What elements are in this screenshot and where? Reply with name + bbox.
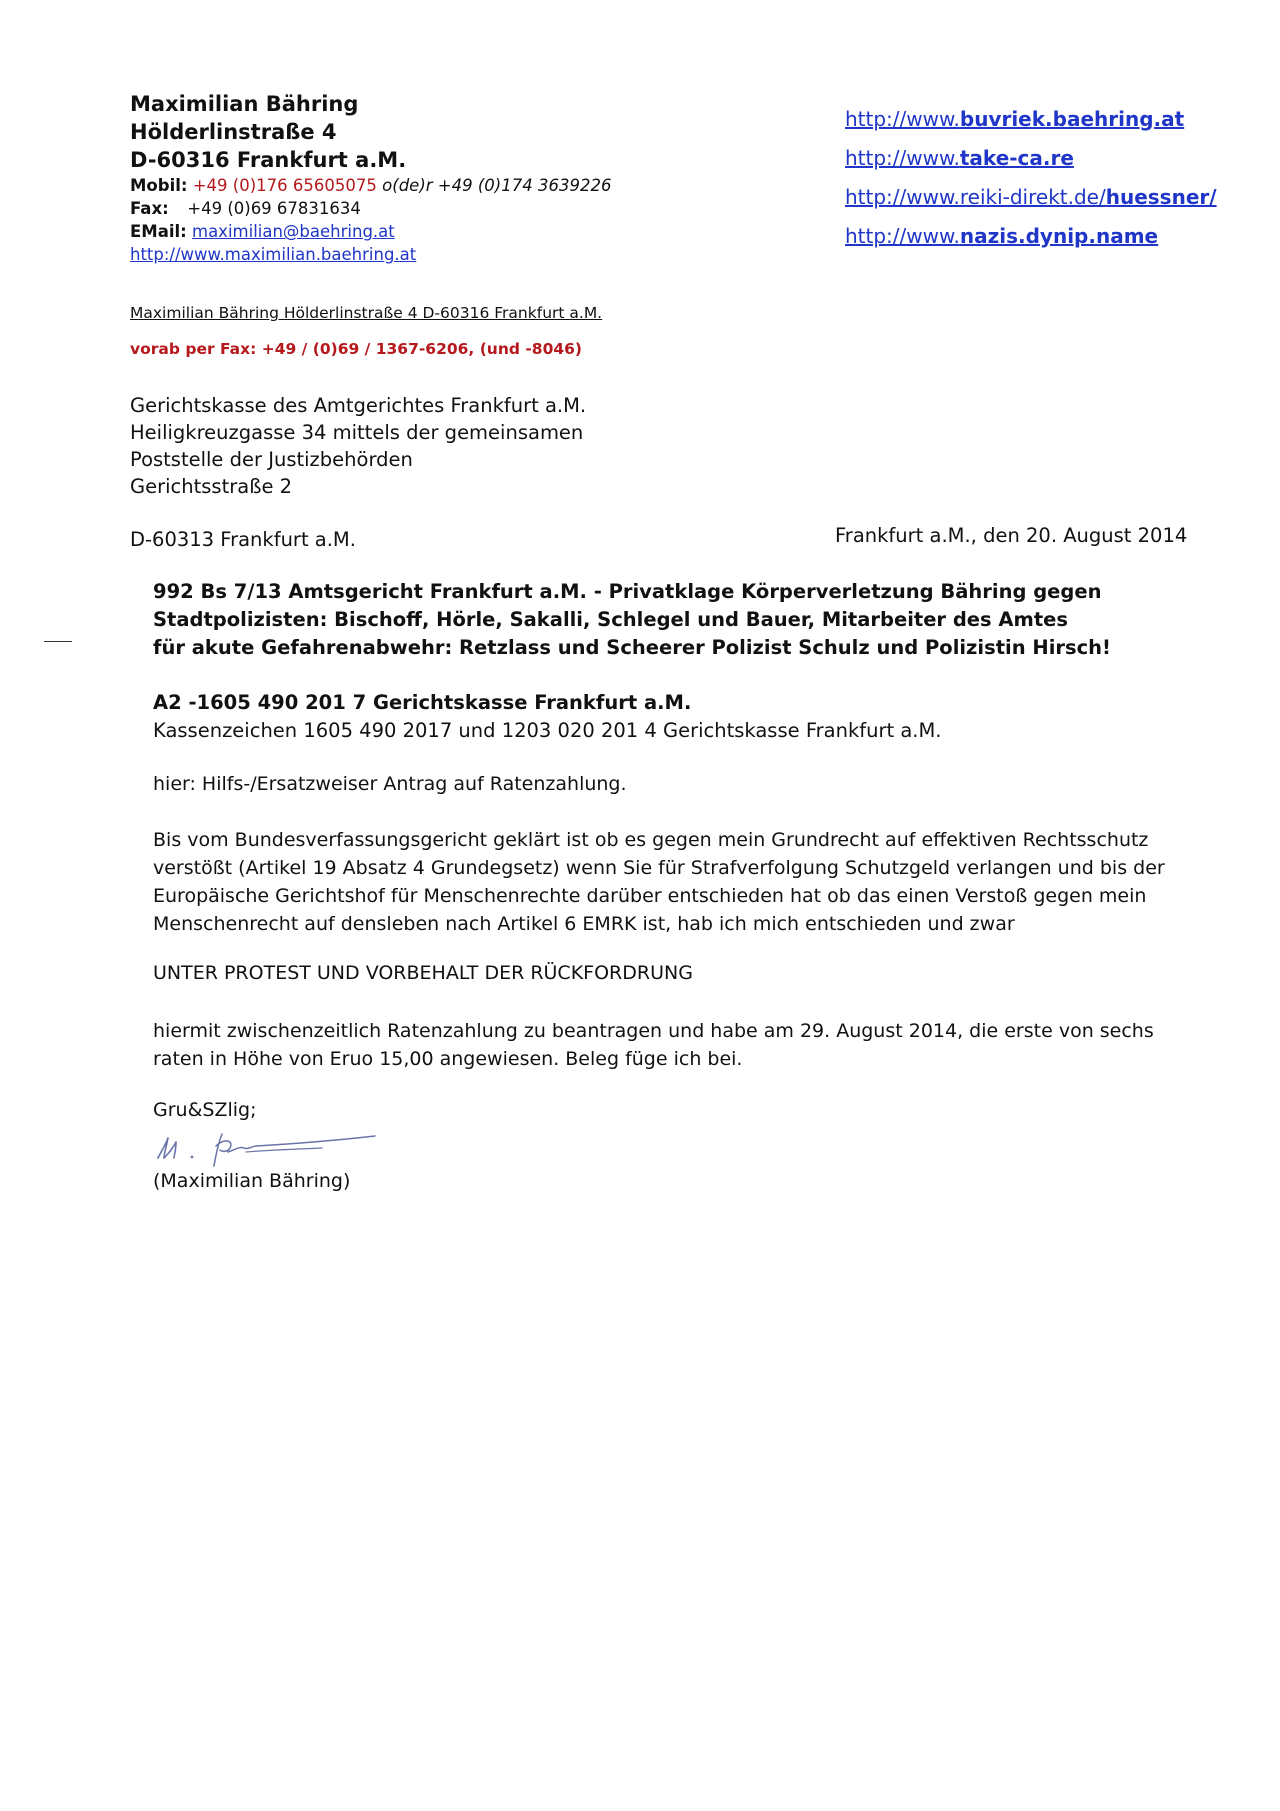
fax-notice: vorab per Fax: +49 / (0)69 / 1367-6206, (und -8046)	[130, 340, 583, 358]
link-nazis[interactable]: http://www.nazis.dynip.name	[845, 224, 1159, 248]
paragraph-1-line: Bis vom Bundesverfassungsgericht geklärt ist ob es gegen mein Grundrecht auf effektiven Rechtsschutz	[153, 829, 1149, 851]
greeting: Gru&SZlig;	[153, 1099, 257, 1121]
mobil-number-2: +49 (0)174 3639226	[437, 176, 612, 195]
mobil-label: Mobil:	[130, 176, 188, 195]
paragraph-1-line: Menschenrecht auf densleben nach Artikel 6 EMRK ist, hab ich mich entschieden und zwar	[153, 913, 1015, 935]
signature-image	[150, 1124, 390, 1168]
sender-mobil-line	[130, 174, 670, 197]
link-list	[845, 100, 1265, 256]
sender-email-line	[130, 220, 670, 243]
sender-name: Maximilian Bähring	[130, 92, 359, 116]
signature-name: (Maximilian Bähring)	[153, 1170, 351, 1192]
link-take-care[interactable]: http://www.take-ca.re	[845, 146, 1074, 170]
reference-line-2: Kassenzeichen 1605 490 2017 und 1203 020 201 4 Gerichtskasse Frankfurt a.M.	[153, 719, 942, 742]
recipient-line-2: Heiligkreuzgasse 34 mittels der gemeinsamen	[130, 421, 584, 444]
sender-street: Hölderlinstraße 4	[130, 120, 337, 144]
recipient-city: D-60313 Frankfurt a.M.	[130, 528, 356, 551]
subject-block	[153, 578, 1111, 662]
website-link[interactable]: http://www.maximilian.baehring.at	[130, 245, 417, 264]
subject-line-2: Stadtpolizisten: Bischoff, Hörle, Sakalli, Schlegel und Bauer, Mitarbeiter des Amtes	[153, 608, 1068, 631]
subject-line-1: 992 Bs 7/13 Amtsgericht Frankfurt a.M. - Privatklage Körperverletzung Bähring gegen	[153, 580, 1102, 603]
sender-city: D-60316 Frankfurt a.M.	[130, 148, 407, 172]
fax-label: Fax:	[130, 199, 169, 218]
fax-number: +49 (0)69 67831634	[187, 199, 361, 218]
fold-mark	[44, 641, 72, 642]
paragraph-1-line: verstößt (Artikel 19 Absatz 4 Grundegsetz) wenn Sie für Strafverfolgung Schutzgeld verlangen und bis der	[153, 857, 1165, 879]
paragraph-2-line: hiermit zwischenzeitlich Ratenzahlung zu beantragen und habe am 29. August 2014, die erste von sechs	[153, 1020, 1154, 1042]
recipient-address	[130, 392, 586, 500]
reference-line-1: A2 -1605 490 201 7 Gerichtskasse Frankfurt a.M.	[153, 691, 692, 714]
letter-date: Frankfurt a.M., den 20. August 2014	[835, 524, 1188, 547]
mobil-or: o(de)r	[382, 176, 433, 195]
subject-line-3: für akute Gefahrenabwehr: Retzlass und Scheerer Polizist Schulz und Polizistin Hirsch!	[153, 636, 1111, 659]
recipient-line-4: Gerichtsstraße 2	[130, 475, 293, 498]
paragraph-2-line: raten in Höhe von Eruo 15,00 angewiesen. Beleg füge ich bei.	[153, 1048, 743, 1070]
paragraph-1-line: Europäische Gerichtshof für Menschenrechte darüber entschieden hat ob das einen Verstoß gegen mein	[153, 885, 1147, 907]
hier-line: hier: Hilfs-/Ersatzweiser Antrag auf Ratenzahlung.	[153, 773, 627, 795]
protest-line: UNTER PROTEST UND VORBEHALT DER RÜCKFORDRUNG	[153, 962, 693, 984]
recipient-line-1: Gerichtskasse des Amtgerichtes Frankfurt a.M.	[130, 394, 587, 417]
return-address-line: Maximilian Bähring Hölderlinstraße 4 D-60316 Frankfurt a.M.	[130, 304, 603, 322]
paragraph-1	[153, 826, 1165, 938]
email-link[interactable]: maximilian@baehring.at	[192, 222, 395, 241]
email-label: EMail:	[130, 222, 187, 241]
sender-block	[130, 90, 670, 266]
paragraph-2	[153, 1017, 1154, 1073]
link-reiki[interactable]: http://www.reiki-direkt.de/huessner/	[845, 185, 1217, 209]
link-buvriek[interactable]: http://www.buvriek.baehring.at	[845, 107, 1185, 131]
recipient-line-3: Poststelle der Justizbehörden	[130, 448, 413, 471]
sender-website-line	[130, 243, 670, 266]
sender-fax-line	[130, 197, 670, 220]
mobil-number-1: +49 (0)176 65605075	[192, 176, 377, 195]
